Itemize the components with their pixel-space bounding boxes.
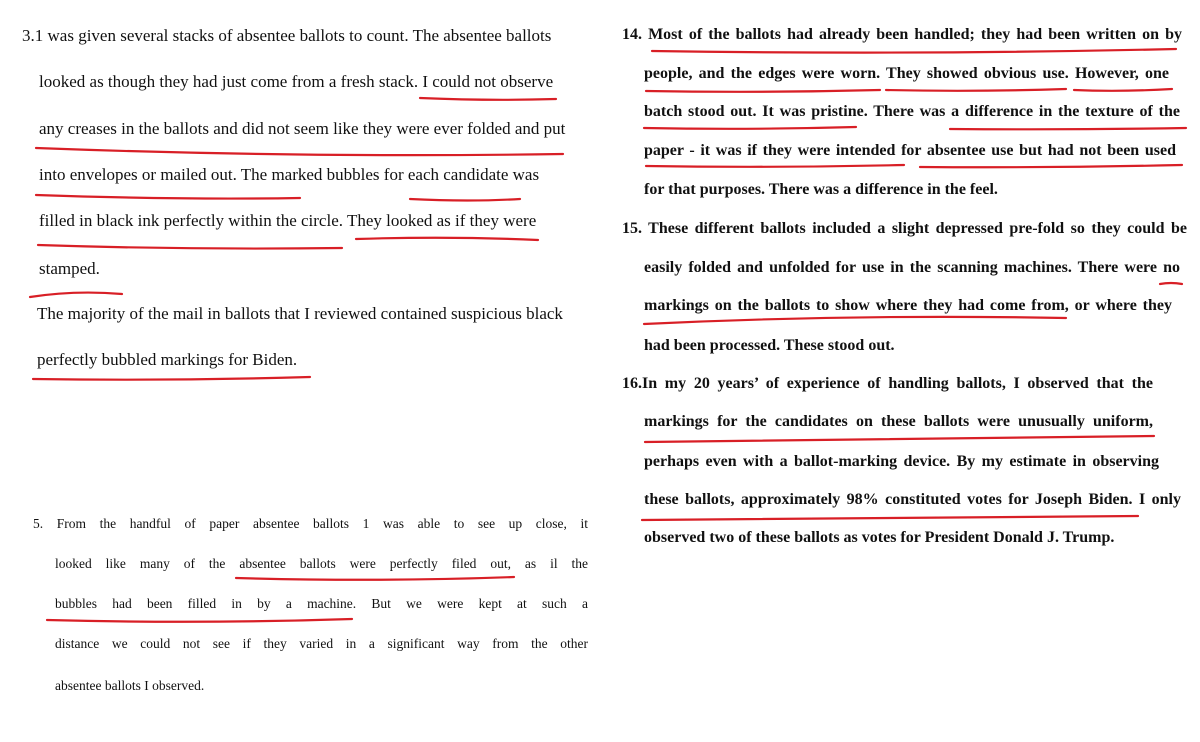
underline-mark [36,195,300,199]
excerpt-a-line: The majority of the mail in ballots that I reviewed contained suspicious black [37,304,563,323]
underline-mark [410,199,520,201]
underline-mark [644,127,856,129]
underline-mark [642,516,1138,520]
underline-mark [644,317,1066,324]
underline-mark [920,165,1182,167]
underline-mark [646,165,904,167]
underline-mark [30,293,122,297]
underline-mark [36,148,563,155]
excerpt-a-line: 3.1 was given several stacks of absentee ballots to count. The absentee ballots [22,26,552,45]
underline-mark [646,90,880,92]
underline-mark [38,245,342,249]
underline-mark [236,577,514,580]
underline-mark [950,128,1186,129]
excerpt-b-line: had been processed. These stood out. [644,337,895,354]
underline-mark [33,377,310,380]
excerpt-a-line: into envelopes or mailed out. The marked bubbles for each candidate was [39,165,540,184]
excerpt-b-line: perhaps even with a ballot-marking device. By my estimate in observing [644,453,1159,470]
excerpt-a-line: any creases in the ballots and did not seem like they were ever folded and put [39,119,566,138]
excerpt-a-line: looked as though they had just come from a fresh stack. I could not observe [39,72,554,91]
excerpt-b-line: these ballots, approximately 98% constituted votes for Joseph Biden. I only [644,491,1181,508]
underline-mark [886,89,1066,91]
underline-mark [652,49,1176,53]
excerpt-a-line: perfectly bubbled markings for Biden. [37,350,298,369]
excerpt-b-line: 16.In my 20 years’ of experience of handling ballots, I observed that the [622,375,1153,392]
excerpt-b-line: paper - it was if they were intended for absentee use but had not been used [644,142,1176,159]
excerpt-b-line: people, and the edges were worn. They showed obvious use. However, one [644,65,1169,82]
excerpt-c-line: bubbles had been filled in by a machine. But we were kept at such a [55,596,588,611]
excerpt-a-line: stamped. [39,259,100,278]
underline-mark [645,436,1154,442]
excerpt-b-line: markings for the candidates on these ballots were unusually uniform, [644,413,1153,430]
excerpt-c-line: distance we could not see if they varied in a significant way from the other [55,636,588,651]
underline-mark [356,238,538,240]
underline-mark [420,98,556,100]
excerpt-b-line: for that purposes. There was a difference in the feel. [644,181,998,198]
excerpt-b-line: markings on the ballots to show where they had come from, or where they [644,297,1172,314]
excerpt-b-line: observed two of these ballots as votes for President Donald J. Trump. [644,529,1115,546]
underline-mark [1160,283,1182,284]
excerpt-c-line: 5. From the handful of paper absentee ballots 1 was able to see up close, it [33,516,588,531]
excerpt-b-line: 15. These different ballots included a slight depressed pre-fold so they could be [622,220,1187,237]
excerpt-c-line: looked like many of the absentee ballots were perfectly filed out, as il the [55,556,588,571]
excerpt-a-line: filled in black ink perfectly within the circle. They looked as if they were [39,211,537,230]
excerpt-b-line: 14. Most of the ballots had already been handled; they had been written on by [622,26,1182,43]
excerpt-b-line: easily folded and unfolded for use in the scanning machines. There were no [644,259,1180,276]
excerpt-c-line: absentee ballots I observed. [55,678,205,693]
underline-mark [47,619,352,622]
excerpt-b-line: batch stood out. It was pristine. There was a difference in the texture of the [644,103,1180,120]
underline-mark [1074,89,1172,91]
